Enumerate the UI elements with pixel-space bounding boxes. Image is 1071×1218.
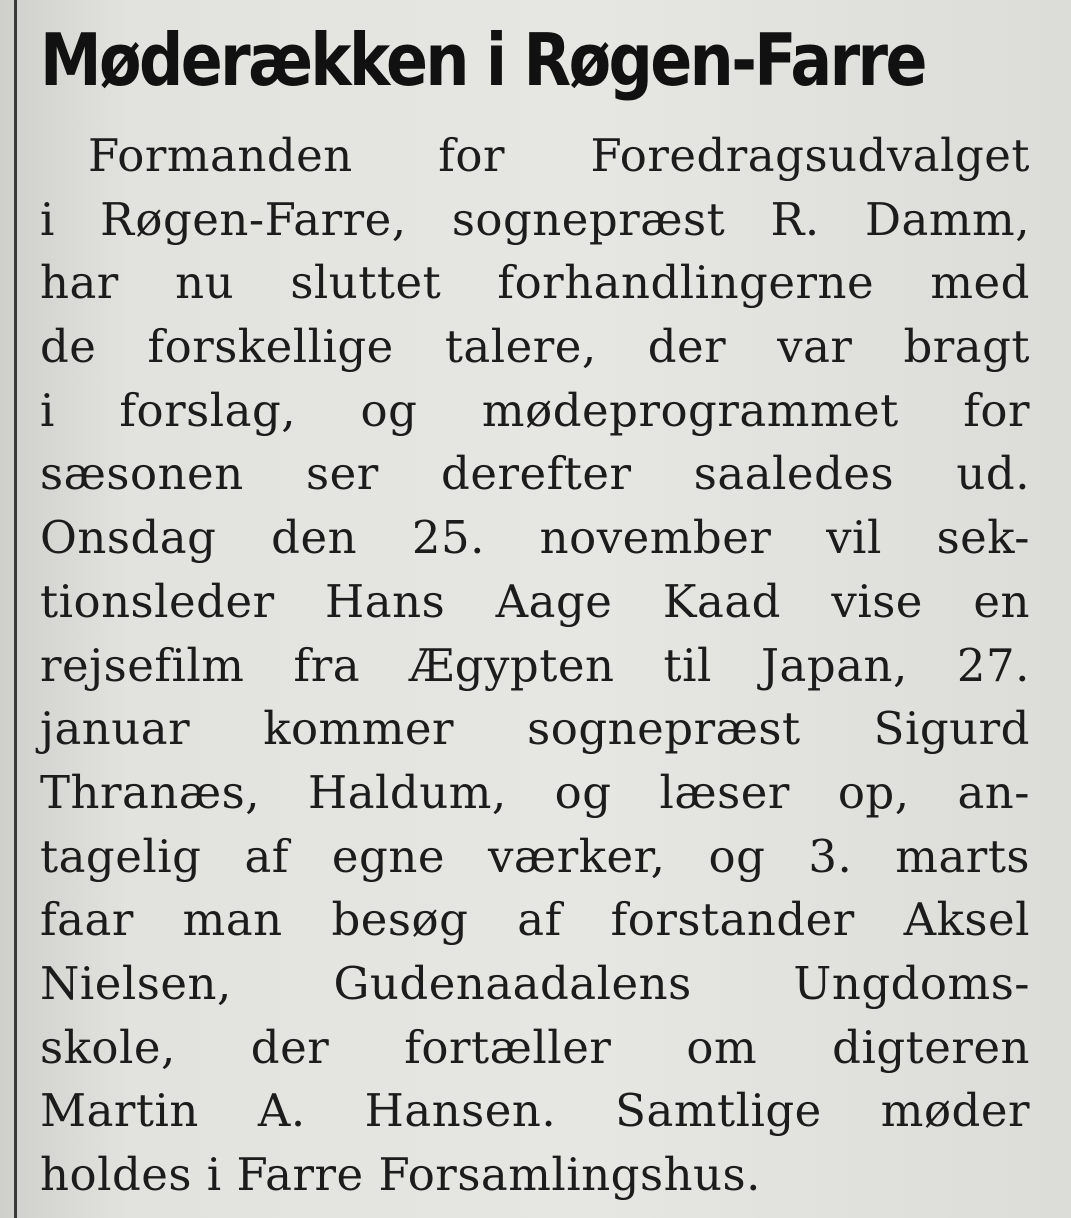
article-line: tagelig af egne værker, og 3. marts [40,829,1030,883]
article-line: faar man besøg af forstander Aksel [40,893,1030,947]
article-line: Nielsen, Gudenaadalens Ungdoms- [40,956,1030,1010]
article-line: tionsleder Hans Aage Kaad vise en [40,574,1030,628]
article-line: i Røgen-Farre, sognepræst R. Damm, [40,192,1030,246]
article-line: januar kommer sognepræst Sigurd [40,702,1030,756]
article-body [40,124,1030,1207]
article-line: Martin A. Hansen. Samtlige møder [40,1084,1030,1138]
article-line: Formanden for Foredragsudvalget [88,129,1030,182]
article-headline: Møderækken i Røgen-Farre [40,18,925,102]
article-line: de forskellige talere, der var bragt [40,320,1030,374]
article-line: Onsdag den 25. november vil sek- [40,511,1030,565]
article-line: i forslag, og mødeprogrammet for [40,383,1030,437]
article-line: skole, der fortæller om digteren [40,1020,1030,1074]
article-line: rejsefilm fra Ægypten til Japan, 27. [40,638,1030,692]
article-line: har nu sluttet forhandlingerne med [40,256,1030,310]
article-line: sæsonen ser derefter saaledes ud. [40,447,1030,501]
article-line: holdes i Farre Forsamlingshus. [40,1148,761,1201]
article-line: Thranæs, Haldum, og læser op, an- [40,765,1030,819]
column-rule [14,0,17,1218]
